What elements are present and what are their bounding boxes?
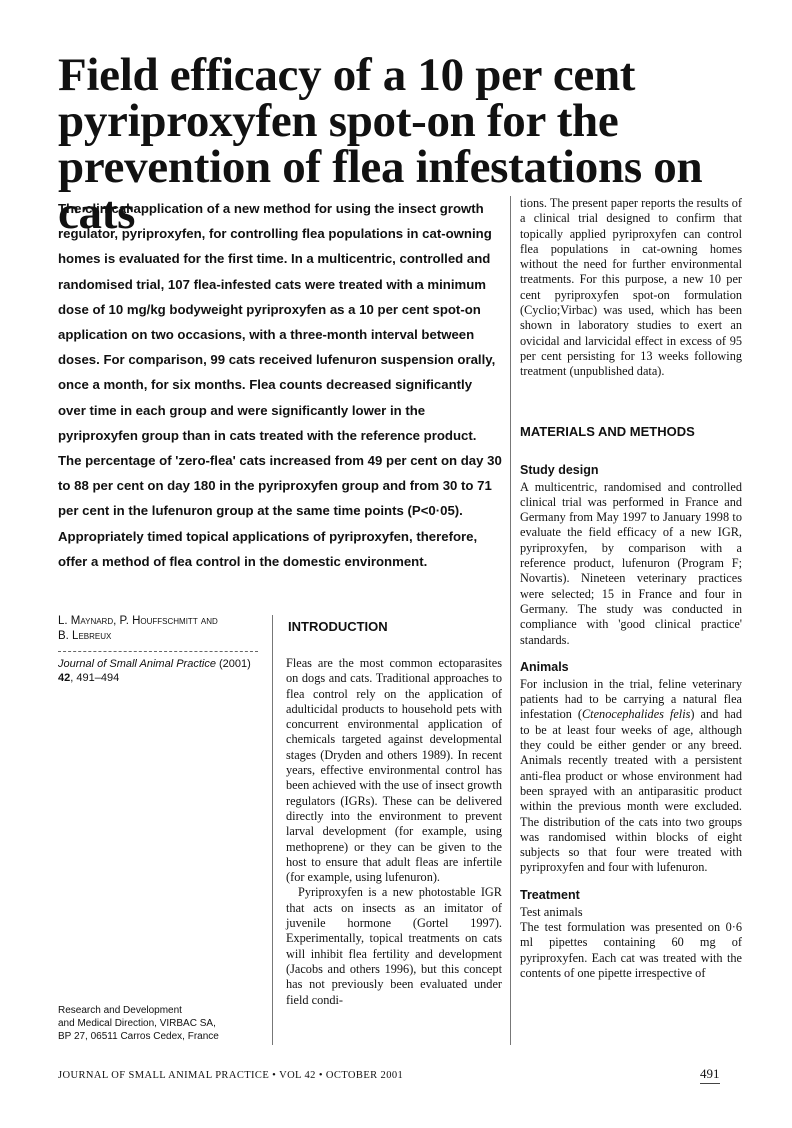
affiliation — [58, 1004, 258, 1043]
column-divider — [510, 196, 511, 1045]
animals-text-part: ) and had to be at least four weeks of age, although they could be either gender or any breed. Animals recently treated with a persistent anti-flea product or whose environment had been sprayed with an antiparasitic product within the previous month were excluded. The distribution of the cats into two groups was randomised within blocks of eight subjects so that four were treated with pyriproxyfen and four with lufenuron. — [520, 707, 742, 875]
author-line: B. Lebreux — [58, 630, 112, 642]
treatment-heading: Treatment — [520, 887, 580, 902]
animals-text — [520, 677, 742, 876]
study-design-heading: Study design — [520, 462, 599, 477]
journal-reference — [58, 651, 258, 685]
journal-pages: , 491–494 — [70, 671, 120, 684]
column-divider — [272, 615, 273, 1045]
journal-year: (2001) — [215, 658, 251, 670]
author-line: L. Maynard, P. Houffschmitt and — [58, 615, 218, 627]
study-design-text: A multicentric, randomised and controlled clinical trial was performed in France and Germany from May 1997 to January 1998 to evaluate the field efficacy of a new IGR, pyriproxyfen, by comparison with a reference product, lufenuron (Program F; Novartis). Nineteen veterinary practices were selected; 15 in France and four in Germany. The study was conducted in compliance with 'good clinical practice' standards. — [520, 479, 742, 647]
methods-heading: MATERIALS AND METHODS — [520, 423, 695, 439]
affiliation-line: BP 27, 06511 Carros Cedex, France — [58, 1031, 219, 1042]
intro-column — [286, 656, 502, 1008]
journal-name: Journal of Small Animal Practice — [58, 658, 216, 670]
intro-paragraph: Fleas are the most common ectoparasites on dogs and cats. Traditional approaches to flea control rely on the application of adulticidal products to household pets with concurrent environmental application of chemicals targeted against developmental stages (Dryden and others 1989). In recent years, effective environmental control has been achieved with the use of insect growth regulators (IGRs). These can be delivered directly into the environment to prevent larval development (for example, using methoprene) or they can be given to the host to ensure that adult fleas are infertile (for example, using lufenuron). — [286, 656, 502, 885]
intro-paragraph-continued: tions. The present paper reports the results of a clinical trial designed to confirm that topically applied pyriproxyfen can control flea populations in cat-owning homes without the need for further environmental treatments. For this purpose, a new 10 per cent pyriproxyfen spot-on formulation (Cyclio;Virbac) was used, which has been shown in laboratory studies to exert an ovicidal and larvicidal effect in excess of 95 per cent persisting for 13 weeks following treatment (unpublished data). — [520, 196, 742, 379]
species-name: Ctenocephalides felis — [581, 707, 691, 722]
test-animals-heading: Test animals — [520, 904, 583, 919]
affiliation-line: and Medical Direction, VIRBAC SA, — [58, 1018, 216, 1029]
animals-text-part: For inclusion in the trial, feline veterinary patients had to be carrying a natural flea infestation ( — [520, 676, 742, 722]
abstract: The clinical application of a new method for using the insect growth regulator, pyriproxyfen, for controlling flea populations in cat-owning homes is evaluated for the first time. In a multicentric, controlled and randomised trial, 107 flea-infested cats were treated with a minimum dose of 10 mg/kg bodyweight pyriproxyfen as a 10 per cent spot-on application on two occasions, with a three-month interval between doses. For comparison, 99 cats received lufenuron suspension orally, once a month, for six months. Flea counts decreased significantly over time in each group and were significantly lower in the pyriproxyfen group than in cats treated with the reference product. The percentage of 'zero-flea' cats increased from 49 per cent on day 30 to 88 per cent on day 180 in the pyriproxyfen group and from 30 to 71 per cent in the lufenuron group at the same time points (P<0·05). Appropriately timed topical applications of pyriproxyfen, therefore, offer a method of flea control in the domestic environment. — [58, 201, 502, 569]
journal-volume: 42 — [58, 671, 71, 684]
right-column — [520, 196, 742, 981]
affiliation-line: Research and Development — [58, 1005, 182, 1016]
animals-heading: Animals — [520, 659, 569, 674]
running-footer: JOURNAL OF SMALL ANIMAL PRACTICE • VOL 42 • OCTOBER 2001 — [58, 1070, 404, 1081]
page-number: 491 — [700, 1066, 720, 1084]
author-list — [58, 614, 258, 644]
treatment-text: The test formulation was presented on 0·6 ml pipettes containing 60 mg of pyriproxyfen. Each cat was treated with the contents of one pipette irrespective of — [520, 919, 742, 980]
article-title: Field efficacy of a 10 per cent pyriproxyfen spot-on for the prevention of flea infestations on cats — [58, 49, 703, 239]
intro-paragraph: Pyriproxyfen is a new photostable IGR that acts on insects as an imitator of juvenile hormone (Gortel 1997). Experimentally, topical treatments on cats will inhibit flea fertility and development (Jacobs and others 1996), but this concept has not previously been evaluated under field condi- — [286, 885, 502, 1007]
introduction-heading: INTRODUCTION — [288, 619, 388, 634]
